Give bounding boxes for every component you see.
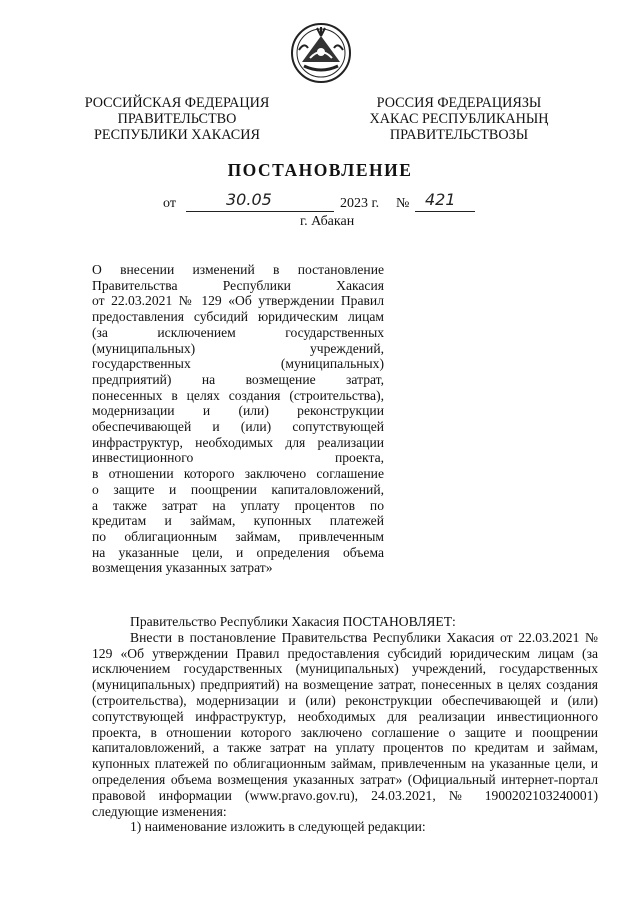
handwritten-date: 30.05 [226, 190, 272, 209]
subject-line: (муниципальных) учреждений, [92, 340, 384, 356]
from-label: от [163, 196, 176, 211]
header-left-line: РОССИЙСКАЯ ФЕДЕРАЦИЯ [84, 95, 270, 111]
subject-line: понесенных в целях создания (строительства), [92, 387, 384, 403]
document-title: ПОСТАНОВЛЕНИЕ [227, 160, 413, 180]
body-paragraph-resolves: Правительство Республики Хакасия ПОСТАНОВЛЯЕТ: [130, 614, 456, 629]
header-right-line: РОССИЯ ФЕДЕРАЦИЯЗЫ [376, 95, 542, 111]
subject-line: инвестиционного проекта, [92, 450, 384, 466]
subject-line: а также затрат на уплату процентов по [92, 497, 384, 513]
body-paragraph-amendment: Внести в постановление Правительства Республики Хакасия от 22.03.2021 № 129 «Об утверждении Правил предоставления субсидий юридическим лицам (за исключением государственных (муниципальных) учреждений, государственных (муниципальных) предприятий) на возмещение затрат, понесенных в целях создания (строительства), модернизации и (или) реконструкции обеспечивающей и (или) сопутствующей инфраструктур, необходимых для реализации инвестиционного проекта, в отношении которого заключено соглашение о защите и поощрении капиталовложений, а также затрат на уплату процентов по кредитам и займам, купонных платежей по облигационным займам, привлеченным на указанные цели, и определения объема возмещения указанных затрат» (Официальный интернет-портал правовой информации (www.pravo.gov.ru), 24.03.2021, № 1900202103240001) следующие изменения: [92, 629, 598, 819]
subject-line: Правительства Республики Хакасия [92, 277, 384, 293]
subject-line: О внесении изменений в постановление [92, 262, 384, 277]
subject-line: от 22.03.2021 № 129 «Об утверждении Правил [92, 293, 384, 309]
header-left-line: РЕСПУБЛИКИ ХАКАСИЯ [94, 127, 260, 143]
number-label: № [396, 196, 410, 211]
document-body [92, 614, 598, 835]
header-right-line: ХАКАС РЕСПУБЛИКАНЫҢ [369, 111, 549, 127]
subject-line: обеспечивающей и (или) сопутствующей [92, 419, 384, 435]
date-number-line [0, 190, 640, 216]
date-underline [186, 211, 334, 212]
header-right [364, 95, 554, 143]
subject-line: предоставления субсидий юридическим лицам [92, 309, 384, 325]
handwritten-number: 421 [425, 190, 456, 209]
subject-line: модернизации и (или) реконструкции [92, 403, 384, 419]
subject-line: (за исключением государственных [92, 324, 384, 340]
subject-line: предприятий) на возмещение затрат, [92, 371, 384, 387]
header-right-line: ПРАВИТЕЛЬСТВОЗЫ [389, 127, 529, 143]
subject-line: по облигационным займам, привлеченным [92, 528, 384, 544]
body-paragraph-item-1: 1) наименование изложить в следующей редакции: [130, 819, 426, 835]
subject-line: кредитам и займам, купонных платежей [92, 513, 384, 529]
subject-line: государственных (муниципальных) [92, 356, 384, 372]
subject-block [92, 262, 384, 576]
subject-line: о защите и поощрении капиталовложений, [92, 481, 384, 497]
header-left-line: ПРАВИТЕЛЬСТВО [117, 111, 237, 127]
city-label: г. Абакан [300, 214, 355, 229]
subject-line: возмещения указанных затрат» [92, 560, 273, 576]
subject-line: инфраструктур, необходимых для реализации [92, 434, 384, 450]
number-underline [415, 211, 475, 212]
subject-line: на указанные цели, и определения объема [92, 544, 384, 560]
year-label: 2023 г. [340, 196, 380, 211]
subject-line: в отношении которого заключено соглашение [92, 466, 384, 482]
header-left [82, 95, 272, 143]
coat-of-arms-emblem [290, 22, 352, 84]
